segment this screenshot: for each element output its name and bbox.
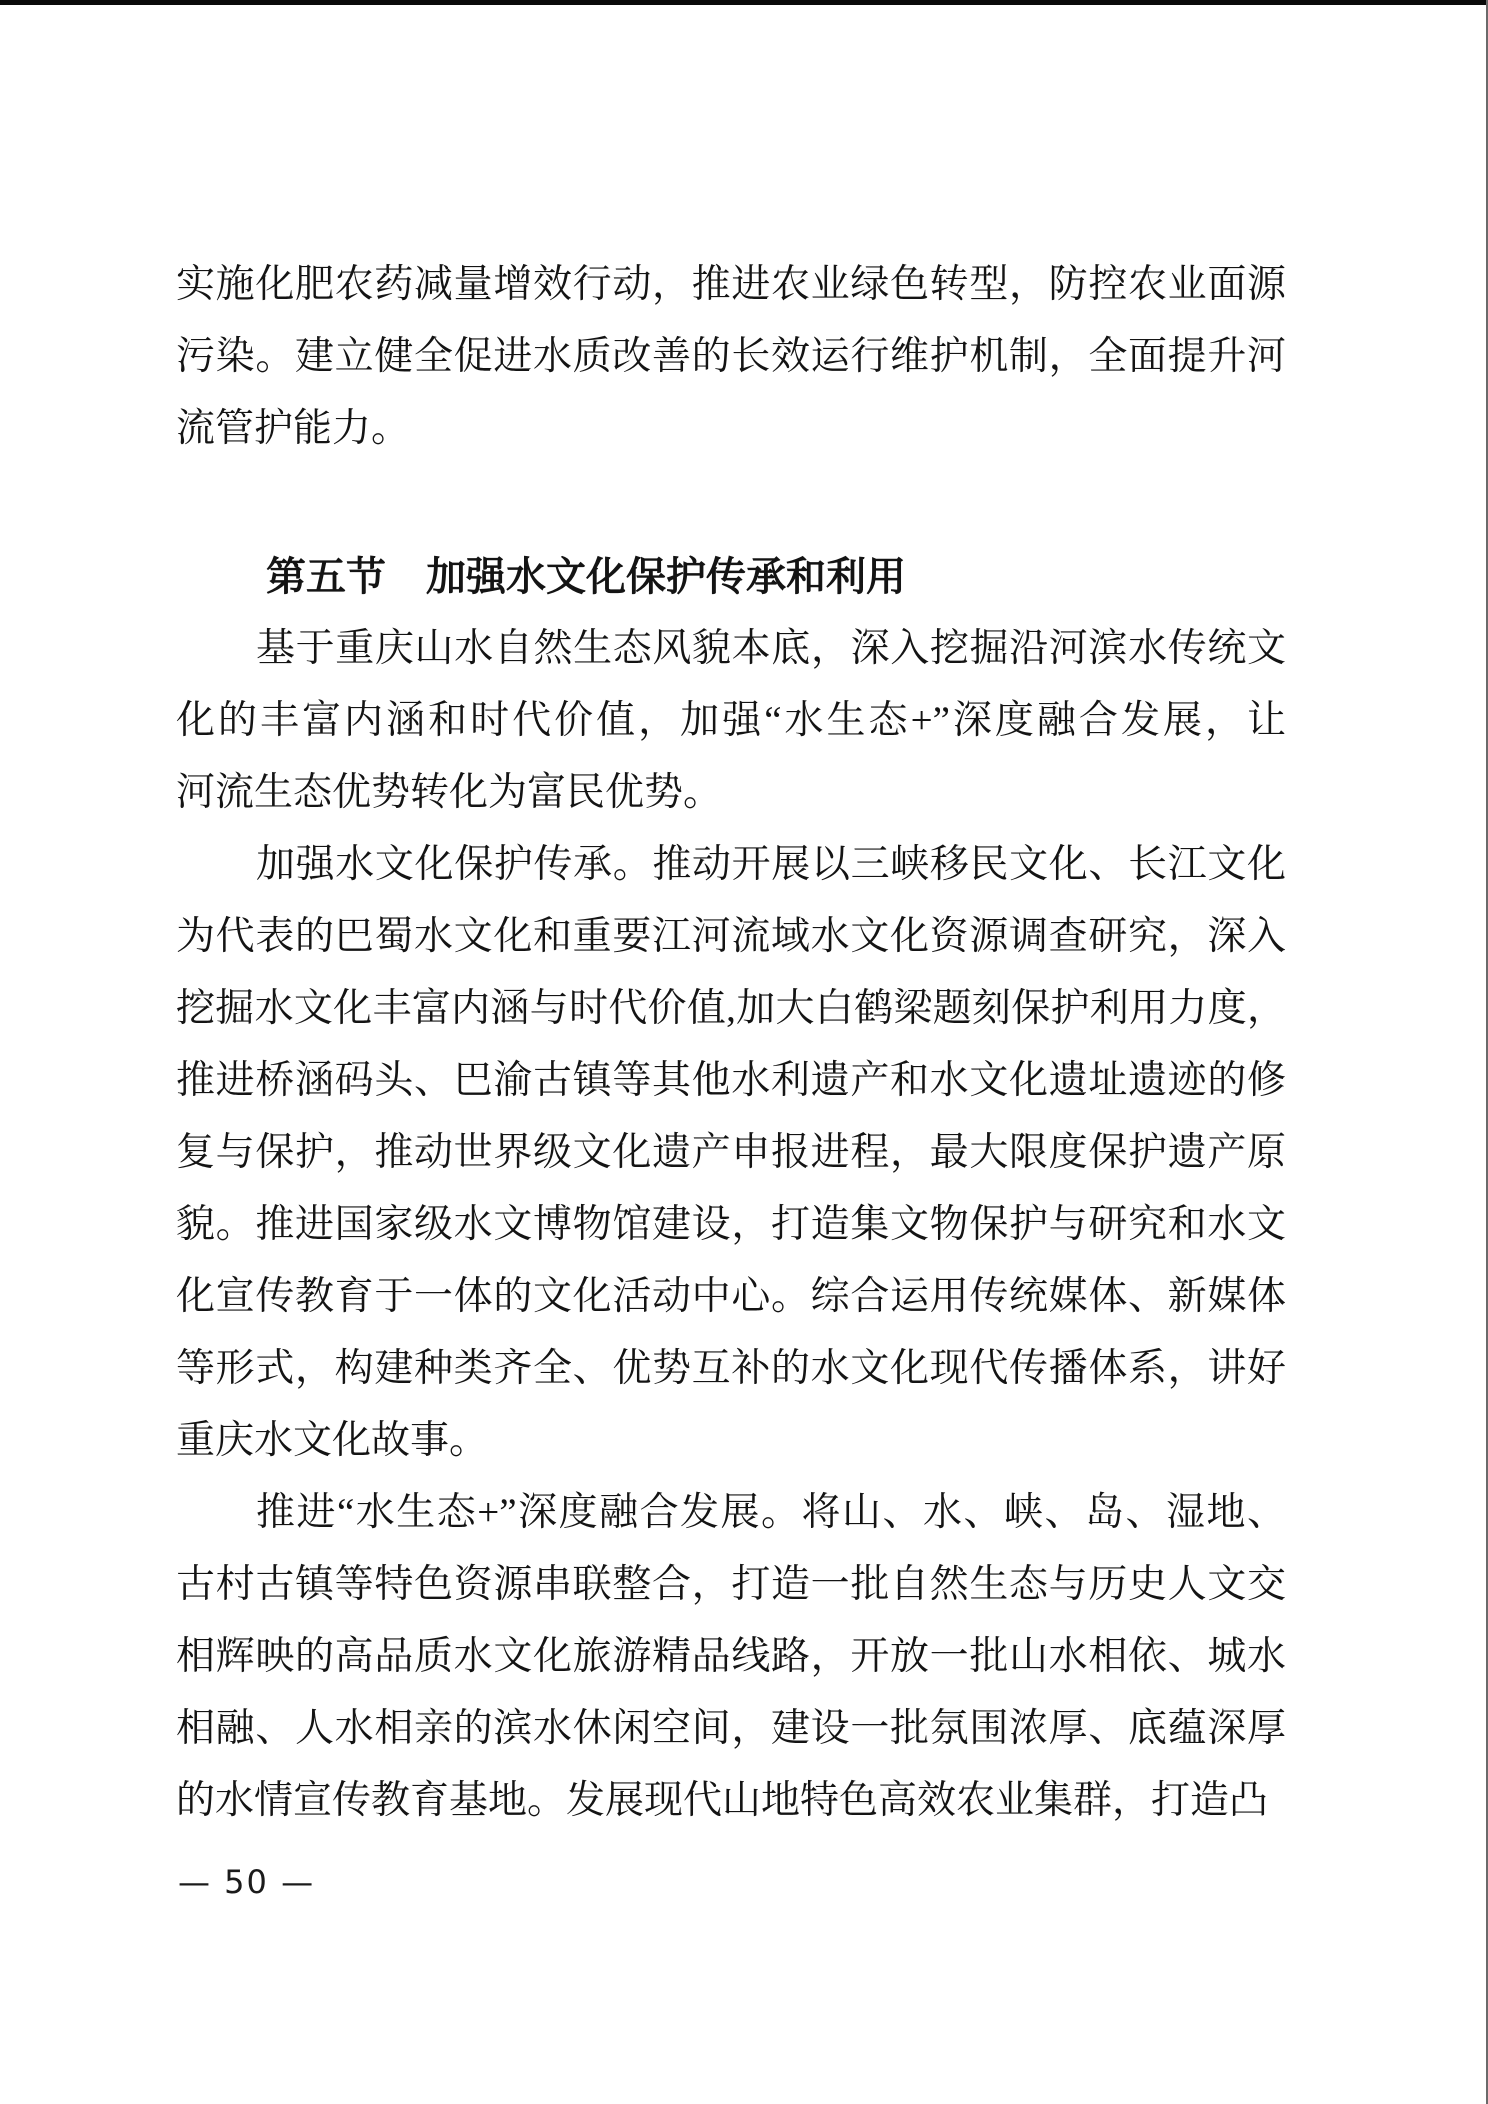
page-top-edge — [0, 0, 1488, 5]
text-line: 实施化肥农药减量增效行动，推进农业绿色转型，防控农业面源 — [176, 263, 1286, 306]
text-line: 推进“水生态+”深度融合发展。将山、水、峡、岛、湿地、 — [256, 1491, 1286, 1534]
paragraph — [176, 249, 1286, 465]
text-line: 基于重庆山水自然生态风貌本底，深入挖掘沿河滨水传统文 — [256, 627, 1286, 670]
text-line: 流管护能力。 — [176, 407, 411, 450]
text-line: 相融、人水相亲的滨水休闲空间，建设一批氛围浓厚、底蕴深厚 — [176, 1707, 1286, 1750]
text-line: 化宣传教育于一体的文化活动中心。综合运用传统媒体、新媒体 — [176, 1275, 1286, 1318]
text-line: 貌。推进国家级水文博物馆建设，打造集文物保护与研究和水文 — [176, 1203, 1286, 1246]
section-heading: 第五节 加强水文化保护传承和利用 — [266, 554, 906, 599]
text-line: 化的丰富内涵和时代价值，加强“水生态+”深度融合发展，让 — [176, 699, 1286, 742]
text-line: 河流生态优势转化为富民优势。 — [176, 771, 723, 814]
text-line: 推进桥涵码头、巴渝古镇等其他水利遗产和水文化遗址遗迹的修 — [176, 1059, 1286, 1102]
text-line: 相辉映的高品质水文化旅游精品线路，开放一批山水相依、城水 — [176, 1635, 1286, 1678]
text-line: 重庆水文化故事。 — [176, 1419, 489, 1462]
text-line: 复与保护，推动世界级文化遗产申报进程，最大限度保护遗产原 — [176, 1131, 1286, 1174]
text-line: 古村古镇等特色资源串联整合，打造一批自然生态与历史人文交 — [176, 1563, 1286, 1606]
text-line: 为代表的巴蜀水文化和重要江河流域水文化资源调查研究，深入 — [176, 915, 1286, 958]
paragraph — [176, 1477, 1286, 1837]
text-line: 污染。建立健全促进水质改善的长效运行维护机制，全面提升河 — [176, 335, 1286, 378]
text-line: 加强水文化保护传承。推动开展以三峡移民文化、长江文化 — [256, 843, 1286, 886]
text-line: 等形式，构建种类齐全、优势互补的水文化现代传播体系，讲好 — [176, 1347, 1286, 1390]
document-content — [176, 249, 1286, 1837]
paragraph — [176, 829, 1286, 1477]
paragraph — [176, 613, 1286, 829]
text-line: 的水情宣传教育基地。发展现代山地特色高效农业集群，打造凸 — [176, 1779, 1269, 1822]
page-number: — 50 — — [178, 1863, 316, 1901]
text-line: 挖掘水文化丰富内涵与时代价值,加大白鹤梁题刻保护利用力度， — [176, 987, 1286, 1030]
